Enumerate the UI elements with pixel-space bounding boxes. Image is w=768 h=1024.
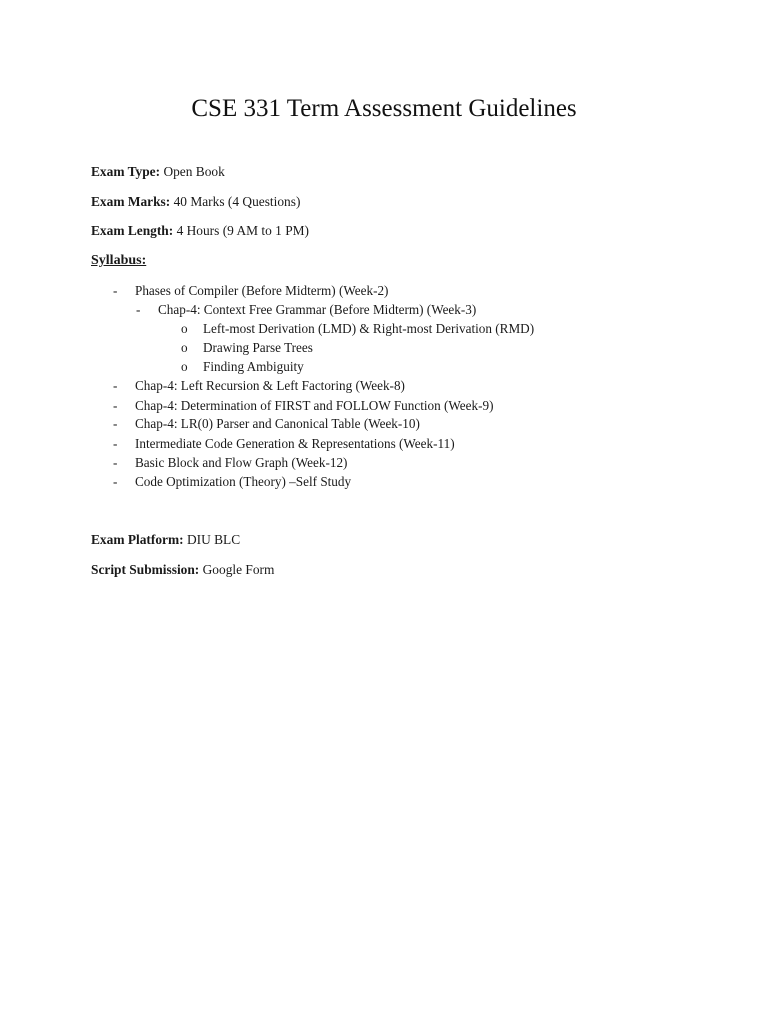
- exam-length-value: 4 Hours (9 AM to 1 PM): [176, 223, 310, 238]
- dash-bullet: -: [113, 416, 118, 431]
- exam-platform-line: [91, 531, 240, 549]
- syllabus-item-text: Basic Block and Flow Graph (Week-12): [135, 455, 348, 470]
- dash-bullet: -: [113, 378, 118, 393]
- exam-type-label: Exam Type:: [91, 164, 161, 179]
- syllabus-item-text: Finding Ambiguity: [203, 359, 304, 374]
- circle-bullet: o: [181, 340, 188, 355]
- syllabus-item-text: Chap-4: Left Recursion & Left Factoring (Week-8): [135, 378, 405, 393]
- dash-bullet: -: [136, 302, 141, 317]
- dash-bullet: -: [113, 283, 118, 298]
- dash-bullet: -: [113, 474, 118, 489]
- exam-marks-value: 40 Marks (4 Questions): [173, 194, 301, 209]
- exam-type-value: Open Book: [163, 164, 225, 179]
- circle-bullet: o: [181, 359, 188, 374]
- exam-platform-label: Exam Platform:: [91, 532, 184, 547]
- syllabus-item-text: Phases of Compiler (Before Midterm) (Week-2): [135, 283, 389, 298]
- syllabus-item-text: Code Optimization (Theory) –Self Study: [135, 474, 352, 489]
- syllabus-item-text: Chap-4: Determination of FIRST and FOLLOW Function (Week-9): [135, 398, 494, 413]
- syllabus-item-text: Left-most Derivation (LMD) & Right-most Derivation (RMD): [203, 321, 535, 336]
- dash-bullet: -: [113, 436, 118, 451]
- syllabus-item-text: Chap-4: Context Free Grammar (Before Midterm) (Week-3): [158, 302, 477, 317]
- script-submission-label: Script Submission:: [91, 562, 200, 577]
- exam-type-line: [91, 163, 225, 181]
- script-submission-line: [91, 561, 274, 579]
- syllabus-heading: Syllabus:: [91, 253, 147, 268]
- circle-bullet: o: [181, 321, 188, 336]
- syllabus-item-text: Intermediate Code Generation & Representations (Week-11): [135, 436, 455, 451]
- exam-marks-label: Exam Marks:: [91, 194, 171, 209]
- exam-platform-value: DIU BLC: [186, 532, 241, 547]
- dash-bullet: -: [113, 398, 118, 413]
- dash-bullet: -: [113, 455, 118, 470]
- document-title: CSE 331 Term Assessment Guidelines: [191, 95, 577, 122]
- exam-length-label: Exam Length:: [91, 223, 174, 238]
- syllabus-item-text: Chap-4: LR(0) Parser and Canonical Table (Week-10): [135, 416, 420, 431]
- script-submission-value: Google Form: [202, 562, 275, 577]
- syllabus-item-text: Drawing Parse Trees: [203, 340, 313, 355]
- exam-length-line: [91, 222, 309, 240]
- exam-marks-line: [91, 193, 300, 211]
